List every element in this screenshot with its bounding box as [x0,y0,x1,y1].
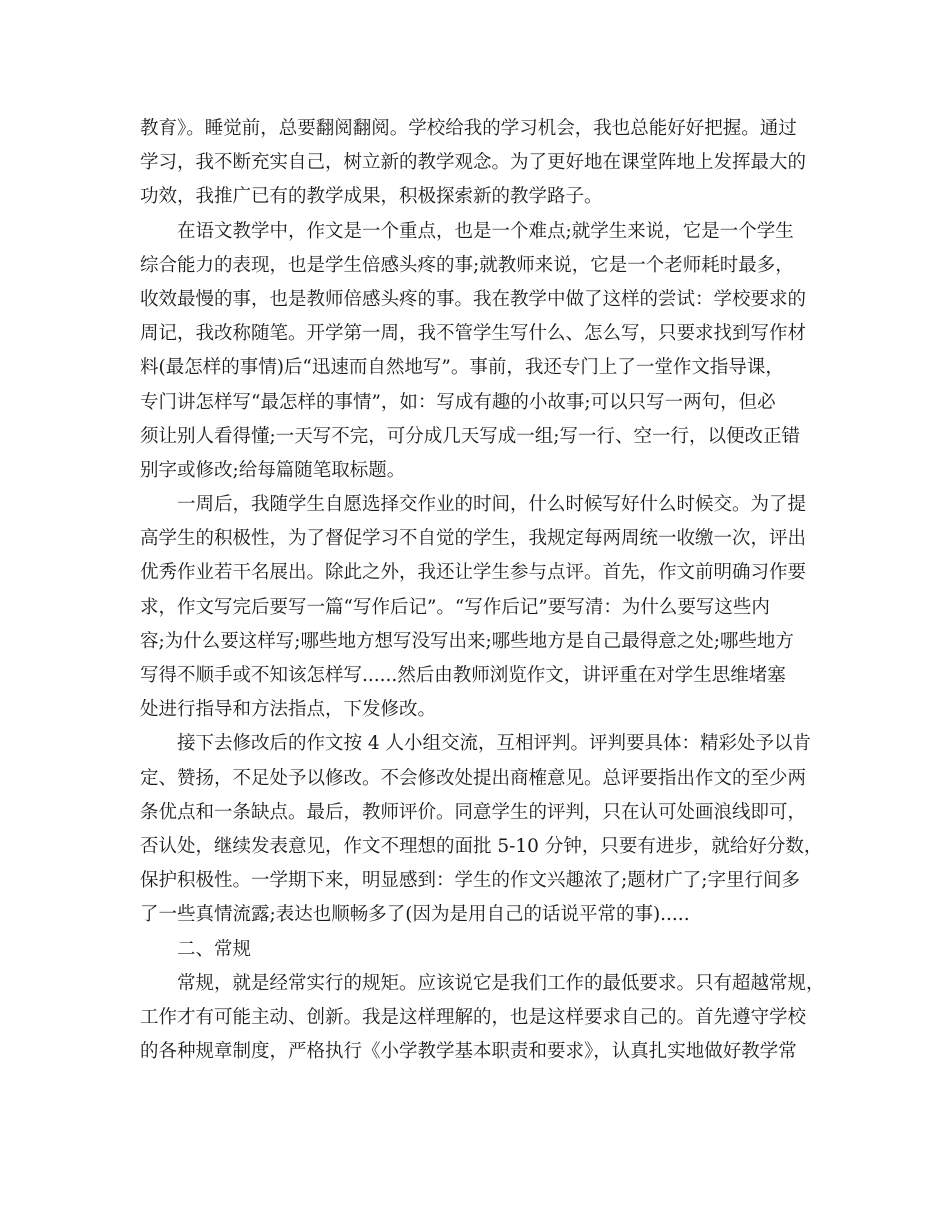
text-line: 收效最慢的事，也是教师倍感头疼的事。我在教学中做了这样的尝试：学校要求的 [140,288,807,310]
text-line: 工作才有可能主动、创新。我是这样理解的，也是这样要求自己的。首先遵守学校 [140,1006,807,1028]
text-line: 的各种规章制度，严格执行《小学教学基本职责和要求》，认真扎实地做好教学常 [140,1041,797,1063]
text-line: 专门讲怎样写“最怎样的事情”，如：写成有趣的小故事;可以只写一两句，但必 [140,391,776,413]
text-line: 料(最怎样的事情)后“迅速而自然地写”。事前，我还专门上了一堂作文指导课， [140,357,784,379]
text-line: 别字或修改;给每篇随笔取标题。 [140,459,406,481]
text-line: 高学生的积极性，为了督促学习不自觉的学生，我规定每两周统一收缴一次，评出 [140,528,807,550]
text-line: 功效，我推广已有的教学成果，积极探索新的教学路子。 [140,186,603,208]
paragraph-first-line: 一周后，我随学生自愿选择交作业的时间，什么时候写好什么时候交。为了提 [177,494,807,516]
paragraph-first-line: 接下去修改后的作文按 4 人小组交流，互相评判。评判要具体：精彩处予以肯 [177,733,812,755]
text-line: 否认处，继续发表意见，作文不理想的面批 5-10 分钟，只要有进步，就给好分数， [140,835,823,857]
text-line: 写得不顺手或不知该怎样写......然后由教师浏览作文，讲评重在对学生思维堵塞 [140,665,786,686]
text-line: 条优点和一条缺点。最后，教师评价。同意学生的评判，只在认可处画浪线即可， [140,801,807,823]
text-line: 须让别人看得懂;一天写不完，可分成几天写成一组;写一行、空一行，以便改正错 [140,425,800,447]
text-line: 了一些真情流露;表达也顺畅多了(因为是用自己的话说平常的事)..... [140,904,690,926]
text-line: 求，作文写完后要写一篇“写作后记”。“写作后记”要写清：为什么要写这些内 [140,596,770,618]
text-line: 周记，我改称随笔。开学第一周，我不管学生写什么、怎么写，只要求找到写作材 [140,323,807,345]
text-line: 定、赞扬，不足处予以修改。不会修改处提出商榷意见。总评要指出作文的至少两 [140,767,807,789]
text-line: 容;为什么要这样写;哪些地方想写没写出来;哪些地方是自己最得意之处;哪些地方 [140,630,794,652]
text-line: 教育》。睡觉前，总要翻阅翻阅。学校给我的学习机会，我也总能好好把握。通过 [140,118,797,139]
paragraph-first-line: 二、常规 [177,938,252,960]
text-line: 保护积极性。一学期下来，明显感到：学生的作文兴趣浓了;题材广了;字里行间多 [140,870,800,892]
text-line: 综合能力的表现，也是学生倍感头疼的事;就教师来说，它是一个老师耗时最多， [140,254,794,276]
paragraph-first-line: 常规，就是经常实行的规矩。应该说它是我们工作的最低要求。只有超越常规， [177,972,825,994]
text-line: 处进行指导和方法指点，下发修改。 [140,699,437,721]
paragraph-first-line: 在语文教学中，作文是一个重点，也是一个难点;就学生来说，它是一个学生 [177,220,794,242]
text-line: 优秀作业若干名展出。除此之外，我还让学生参与点评。首先，作文前明确习作要 [140,562,807,584]
document-body [140,112,825,1069]
text-line: 学习，我不断充实自己，树立新的教学观念。为了更好地在课堂阵地上发挥最大的 [140,152,807,174]
